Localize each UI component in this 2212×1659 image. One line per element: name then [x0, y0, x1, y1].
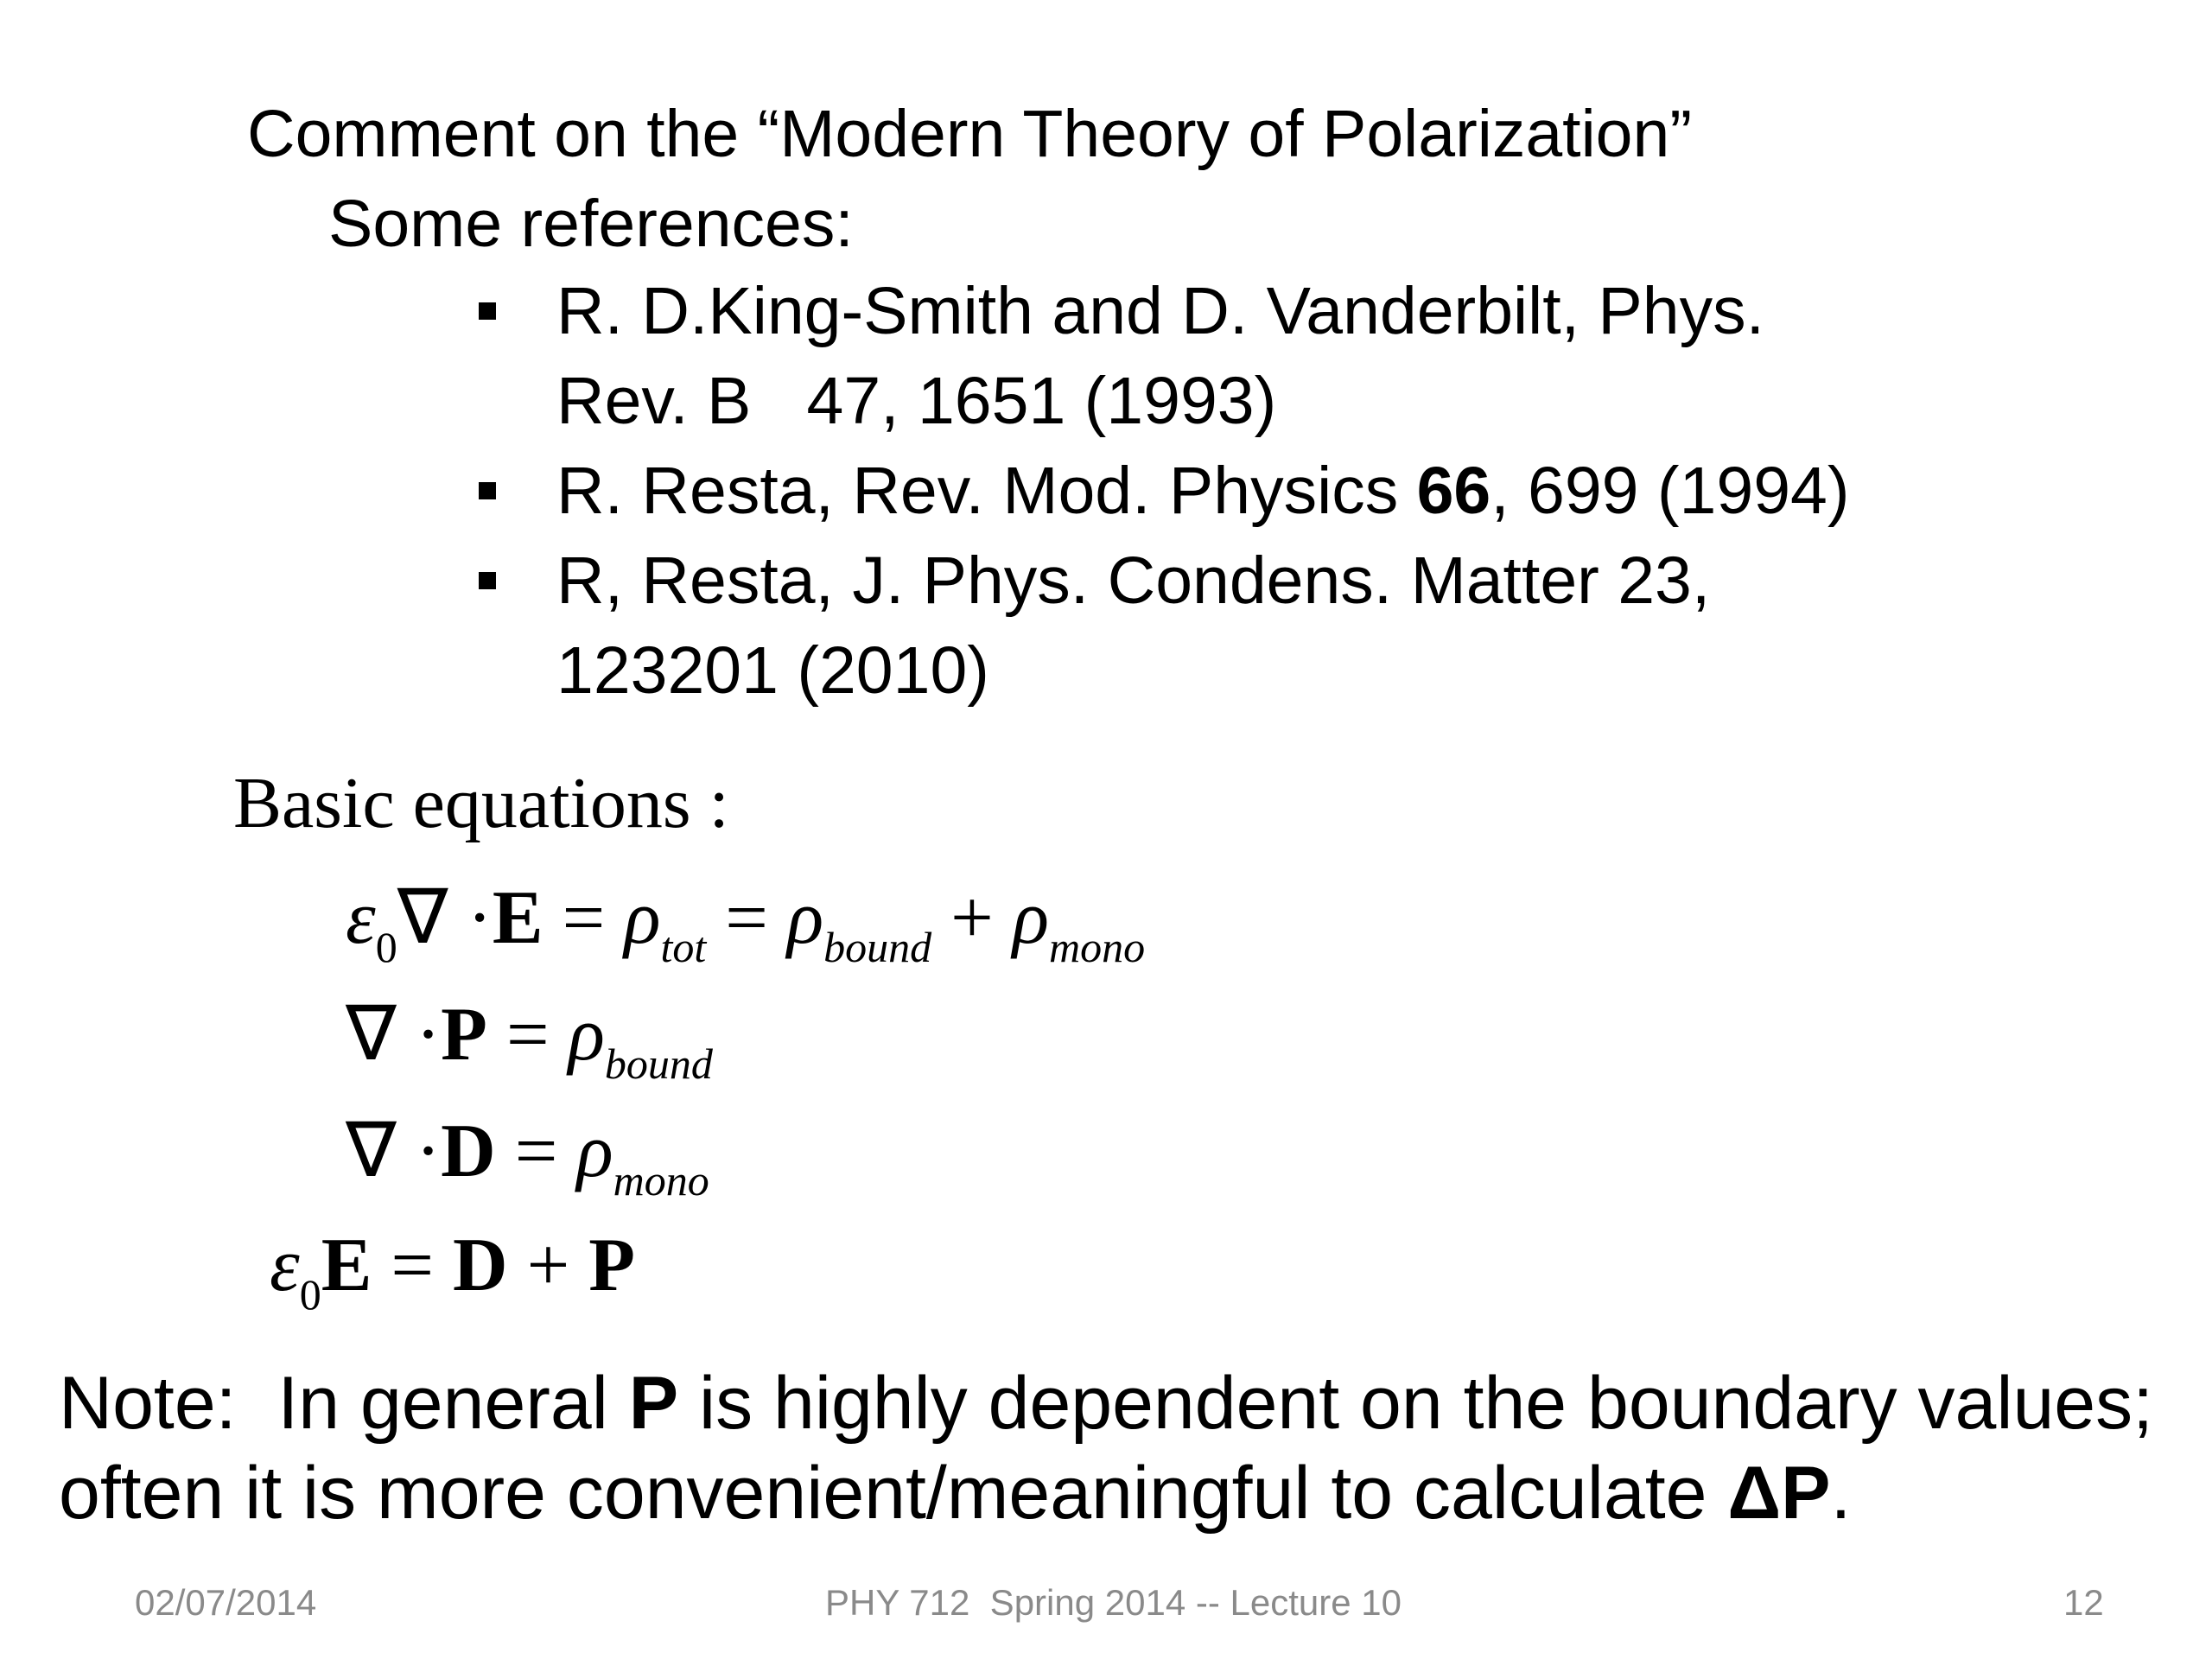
- footer-date: 02/07/2014: [135, 1582, 317, 1623]
- note-line-1: [59, 1358, 2153, 1448]
- bullet-square-icon: [479, 302, 496, 320]
- reference-3-line-1: R, Resta, J. Phys. Condens. Matter 23,: [556, 543, 1711, 618]
- subscript-bound: bound: [604, 1039, 713, 1088]
- symbol-rho: ρ: [568, 993, 605, 1077]
- footer-course: PHY 712 Spring 2014 -- Lecture 10: [825, 1582, 1402, 1623]
- vector-p: P: [588, 1224, 635, 1307]
- note-bold-p: P: [628, 1362, 679, 1445]
- symbol-plus: +: [507, 1224, 589, 1307]
- vector-e: E: [492, 876, 543, 960]
- basic-equations-label: Basic equations :: [233, 763, 729, 843]
- symbol-equals: =: [543, 876, 625, 960]
- reference-item-2: [556, 446, 1849, 536]
- note-line-2: [59, 1448, 1851, 1538]
- reference-1-line-1: R. D.King-Smith and D. Vanderbilt, Phys.: [556, 274, 1764, 348]
- bullet-square-icon: [479, 572, 496, 589]
- symbol-divergence: ∇ ·: [397, 876, 493, 960]
- equation-div-d: [346, 1104, 709, 1205]
- reference-item-3: [556, 536, 1710, 715]
- symbol-epsilon: ε: [270, 1224, 300, 1307]
- symbol-epsilon: ε: [346, 876, 376, 960]
- equation-div-p: [346, 988, 713, 1088]
- symbol-rho: ρ: [786, 876, 824, 960]
- symbol-equals: =: [495, 1109, 577, 1193]
- reference-2-text: R. Resta, Rev. Mod. Physics: [556, 454, 1417, 528]
- symbol-equals: =: [486, 993, 569, 1077]
- bullet-square-icon: [479, 482, 496, 499]
- equation-constitutive: [270, 1218, 635, 1319]
- vector-d: D: [453, 1224, 508, 1307]
- reference-3-line-2: 123201 (2010): [556, 633, 989, 708]
- reference-1-line-2: Rev. B 47, 1651 (1993): [556, 364, 1277, 438]
- symbol-equals: =: [372, 1224, 454, 1307]
- note-text: Note: In general: [59, 1362, 629, 1445]
- subscript-mono: mono: [1049, 923, 1146, 971]
- note-bold-delta-p: ΔP: [1727, 1452, 1831, 1535]
- subscript-zero: 0: [299, 1270, 321, 1319]
- vector-d: D: [441, 1109, 496, 1193]
- symbol-plus: +: [931, 876, 1013, 960]
- symbol-divergence: ∇ ·: [346, 993, 442, 1077]
- note-text: .: [1830, 1452, 1852, 1535]
- subscript-mono: mono: [613, 1156, 709, 1205]
- references-heading: Some references:: [328, 187, 854, 261]
- reference-item-1: [556, 266, 1764, 446]
- subscript-bound: bound: [823, 923, 932, 971]
- note-text: is highly dependent on the boundary values;: [678, 1362, 2154, 1445]
- reference-2-volume: 66: [1416, 454, 1491, 528]
- vector-p: P: [441, 993, 487, 1077]
- vector-e: E: [321, 1224, 372, 1307]
- slide-title: Comment on the “Modern Theory of Polarization”: [247, 97, 1692, 171]
- reference-2-pages: , 699 (1994): [1491, 454, 1850, 528]
- footer-page-number: 12: [2063, 1582, 2104, 1623]
- equation-gauss-law: [346, 871, 1146, 971]
- subscript-zero: 0: [375, 923, 397, 971]
- symbol-equals: =: [706, 876, 787, 960]
- note-text: often it is more convenient/meaningful to calculate: [59, 1452, 1728, 1535]
- subscript-tot: tot: [660, 923, 707, 971]
- symbol-rho: ρ: [576, 1109, 613, 1193]
- symbol-rho: ρ: [1012, 876, 1050, 960]
- symbol-divergence: ∇ ·: [346, 1109, 442, 1193]
- symbol-rho: ρ: [624, 876, 661, 960]
